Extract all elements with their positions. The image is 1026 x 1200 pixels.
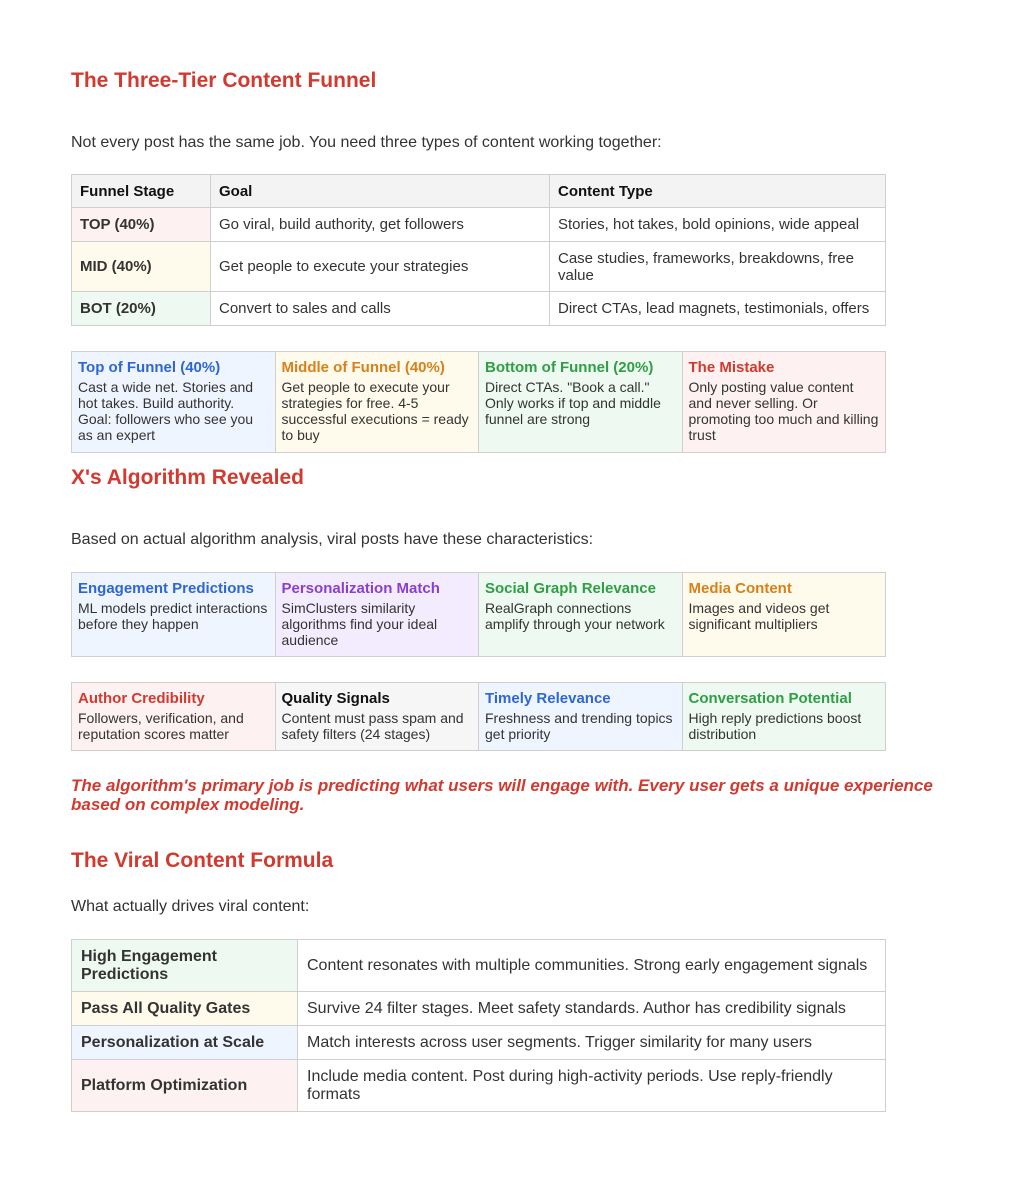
card-body: Freshness and trending topics get priority xyxy=(485,710,673,742)
card-bottom-of-funnel xyxy=(478,352,682,452)
funnel-cards xyxy=(71,351,886,453)
algorithm-cards-row-2 xyxy=(71,682,886,751)
card-title: Conversation Potential xyxy=(688,690,852,707)
card-title: Media Content xyxy=(688,580,792,597)
funnel-content-type: Stories, hot takes, bold opinions, wide appeal xyxy=(550,208,886,242)
card-personalization-match xyxy=(275,573,479,656)
table-row xyxy=(72,1060,886,1112)
card-quality-signals xyxy=(275,683,479,750)
funnel-stage-mid: MID (40%) xyxy=(72,242,211,292)
card-body: RealGraph connections amplify through your network xyxy=(485,600,665,632)
card-title: Bottom of Funnel (20%) xyxy=(485,359,654,376)
card-body: Direct CTAs. "Book a call." Only works if top and middle funnel are strong xyxy=(485,379,661,427)
algorithm-quote: The algorithm's primary job is predicting what users will engage with. Every user gets a unique experience based on complex modeling. xyxy=(71,776,933,814)
funnel-section-title: The Three-Tier Content Funnel xyxy=(71,69,377,92)
table-row xyxy=(72,992,886,1026)
viral-section-title: The Viral Content Formula xyxy=(71,849,334,872)
card-title: Timely Relevance xyxy=(485,690,611,707)
table-header-row xyxy=(72,175,886,208)
funnel-stage-bot: BOT (20%) xyxy=(72,292,211,326)
table-row xyxy=(72,1026,886,1060)
table-row xyxy=(72,292,886,326)
funnel-stage-top: TOP (40%) xyxy=(72,208,211,242)
card-title: The Mistake xyxy=(688,359,775,376)
formula-label: Personalization at Scale xyxy=(72,1026,298,1060)
card-timely-relevance xyxy=(478,683,682,750)
funnel-intro: Not every post has the same job. You need three types of content working together: xyxy=(71,134,662,151)
card-social-graph-relevance xyxy=(478,573,682,656)
funnel-content-type: Direct CTAs, lead magnets, testimonials, offers xyxy=(550,292,886,326)
column-header: Funnel Stage xyxy=(72,175,211,208)
column-header: Goal xyxy=(211,175,550,208)
card-title: Social Graph Relevance xyxy=(485,580,656,597)
card-body: Followers, verification, and reputation scores matter xyxy=(78,710,244,742)
algorithm-cards-row-1 xyxy=(71,572,886,657)
table-row xyxy=(72,940,886,992)
formula-label: Pass All Quality Gates xyxy=(72,992,298,1026)
funnel-goal: Go viral, build authority, get followers xyxy=(211,208,550,242)
card-title: Author Credibility xyxy=(78,690,205,707)
card-title: Middle of Funnel (40%) xyxy=(281,359,445,376)
card-the-mistake xyxy=(682,352,886,452)
algorithm-section-title: X's Algorithm Revealed xyxy=(71,466,304,489)
table-row xyxy=(72,208,886,242)
formula-text: Survive 24 filter stages. Meet safety standards. Author has credibility signals xyxy=(298,992,886,1026)
column-header: Content Type xyxy=(550,175,886,208)
card-top-of-funnel xyxy=(72,352,275,452)
formula-text: Match interests across user segments. Trigger similarity for many users xyxy=(298,1026,886,1060)
card-author-credibility xyxy=(72,683,275,750)
card-body: Images and videos get significant multipliers xyxy=(688,600,830,632)
card-engagement-predictions xyxy=(72,573,275,656)
card-middle-of-funnel xyxy=(275,352,479,452)
formula-label: High Engagement Predictions xyxy=(72,940,298,992)
funnel-table xyxy=(71,174,886,326)
algorithm-intro: Based on actual algorithm analysis, viral posts have these characteristics: xyxy=(71,531,594,548)
viral-intro: What actually drives viral content: xyxy=(71,898,310,915)
card-body: Content must pass spam and safety filters (24 stages) xyxy=(281,710,464,742)
formula-text: Content resonates with multiple communities. Strong early engagement signals xyxy=(298,940,886,992)
card-title: Engagement Predictions xyxy=(78,580,254,597)
table-row xyxy=(72,242,886,292)
card-body: Only posting value content and never selling. Or promoting too much and killing trust xyxy=(688,379,879,443)
card-conversation-potential xyxy=(682,683,886,750)
card-title: Personalization Match xyxy=(281,580,440,597)
viral-formula-table xyxy=(71,939,886,1112)
card-title: Top of Funnel (40%) xyxy=(78,359,221,376)
card-body: High reply predictions boost distribution xyxy=(688,710,862,742)
card-body: ML models predict interactions before they happen xyxy=(78,600,268,632)
formula-text: Include media content. Post during high-activity periods. Use reply-friendly formats xyxy=(298,1060,886,1112)
formula-label: Platform Optimization xyxy=(72,1060,298,1112)
funnel-goal: Get people to execute your strategies xyxy=(211,242,550,292)
card-body: Get people to execute your strategies for free. 4-5 successful executions = ready to buy xyxy=(281,379,469,443)
card-media-content xyxy=(682,573,886,656)
card-body: Cast a wide net. Stories and hot takes. Build authority. Goal: followers who see you as an expert xyxy=(78,379,254,443)
funnel-goal: Convert to sales and calls xyxy=(211,292,550,326)
card-body: SimClusters similarity algorithms find your ideal audience xyxy=(281,600,438,648)
funnel-content-type: Case studies, frameworks, breakdowns, free value xyxy=(550,242,886,292)
card-title: Quality Signals xyxy=(281,690,390,707)
